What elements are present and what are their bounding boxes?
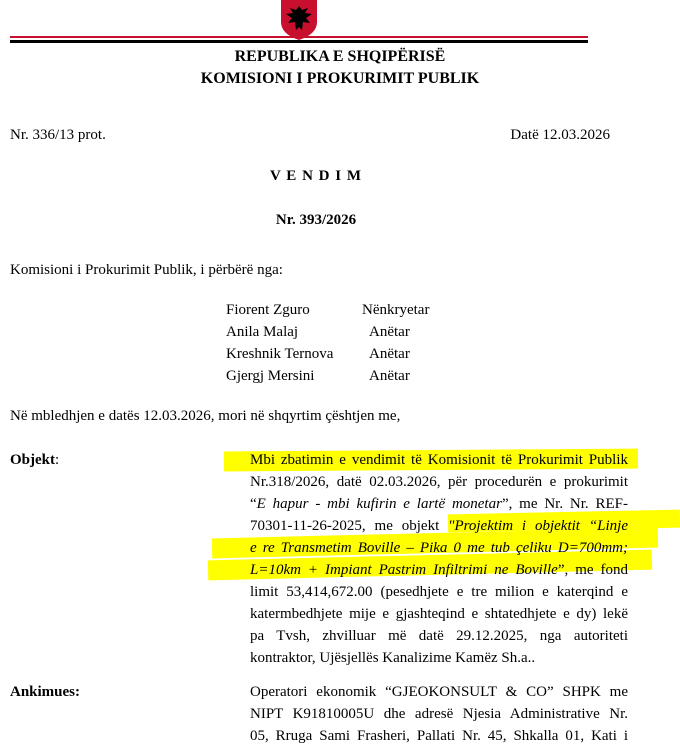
objekt-line: limit 53,414,672.00 (pesedhjete e tre milion e katerqind e: [250, 584, 628, 600]
ankimues-line: 05, Rruga Sami Frasheri, Pallati Nr. 45, Shkalla 01, Kati i: [250, 728, 628, 744]
decision-number: Nr. 393/2026: [275, 212, 357, 228]
project-title-end: L=10km + Impiant Pastrim Infiltrimi ne Boville: [250, 562, 558, 578]
member-role: Anëtar: [369, 346, 410, 362]
objekt-line: pa Tvsh, zhvilluar më datë 29.12.2025, nga autoriteti: [250, 628, 628, 644]
ankimues-label: Ankimues:: [10, 684, 81, 700]
objekt-label: [10, 452, 59, 469]
meeting-line: Në mbledhjen e datës 12.03.2026, mori në shqyrtim çështjen me,: [10, 408, 401, 424]
member-role: Anëtar: [369, 324, 410, 340]
ankimues-line: NIPT K91810005U dhe adresë Njesia Administrative Nr.: [250, 706, 628, 722]
project-title-middle: e re Transmetim Boville – Pika 0 me tub çeliku D=700mm;: [250, 540, 628, 556]
objekt-line: Mbi zbatimin e vendimit të Komisionit të Prokurimit Publik: [250, 452, 628, 468]
commission-heading: KOMISIONI I PROKURIMIT PUBLIK: [200, 70, 480, 87]
albanian-eagle-emblem-icon: [277, 0, 321, 40]
procedure-ref: ”, me Nr. Nr. REF-: [501, 496, 628, 512]
quote-open: “: [250, 496, 257, 512]
objekt-line: [250, 518, 628, 535]
header-red-rule: [10, 36, 588, 38]
member-role: Nënkryetar: [362, 302, 430, 318]
composition-intro: Komisioni i Prokurimit Publik, i përbërë nga:: [10, 262, 283, 278]
header-black-rule: [10, 40, 588, 43]
procedure-type: E hapur - mbi kufirin e lartë monetar: [256, 496, 502, 512]
objekt-line: katermbedhjete mije e gjashteqind e shtatedhjete e dy) lekë: [250, 606, 628, 622]
member-role: Anëtar: [369, 368, 410, 384]
member-name: Gjergj Mersini: [226, 368, 315, 384]
member-name: Kreshnik Ternova: [226, 346, 334, 362]
member-name: Anila Malaj: [226, 324, 299, 340]
project-title-start: "Projektim i objektit “Linje: [448, 518, 628, 534]
member-name: Fiorent Zguro: [226, 302, 310, 318]
objekt-line: Nr.318/2026, datë 02.03.2026, për procedurën e prokurimit: [250, 474, 628, 490]
document-date: Datë 12.03.2026: [510, 127, 610, 143]
objekt-colon: :: [55, 452, 60, 468]
objekt-line: [250, 562, 628, 579]
ankimues-line: Operatori ekonomik “GJEOKONSULT & CO” SHPK me: [250, 684, 628, 700]
protocol-number: Nr. 336/13 prot.: [10, 127, 106, 143]
objekt-line: [250, 540, 628, 557]
ref-number: 70301-11-26-2025, me objekt: [250, 518, 449, 534]
objekt-line: [250, 496, 628, 513]
objekt-line: kontraktor, Ujësjellës Kanalizime Kamëz Sh.a..: [250, 650, 536, 666]
objekt-label-text: Objekt: [10, 452, 55, 468]
fund-label: ”, me fond: [557, 562, 628, 578]
republic-heading: REPUBLIKA E SHQIPËRISË: [234, 48, 446, 65]
decision-title: V E N D I M: [270, 168, 362, 184]
